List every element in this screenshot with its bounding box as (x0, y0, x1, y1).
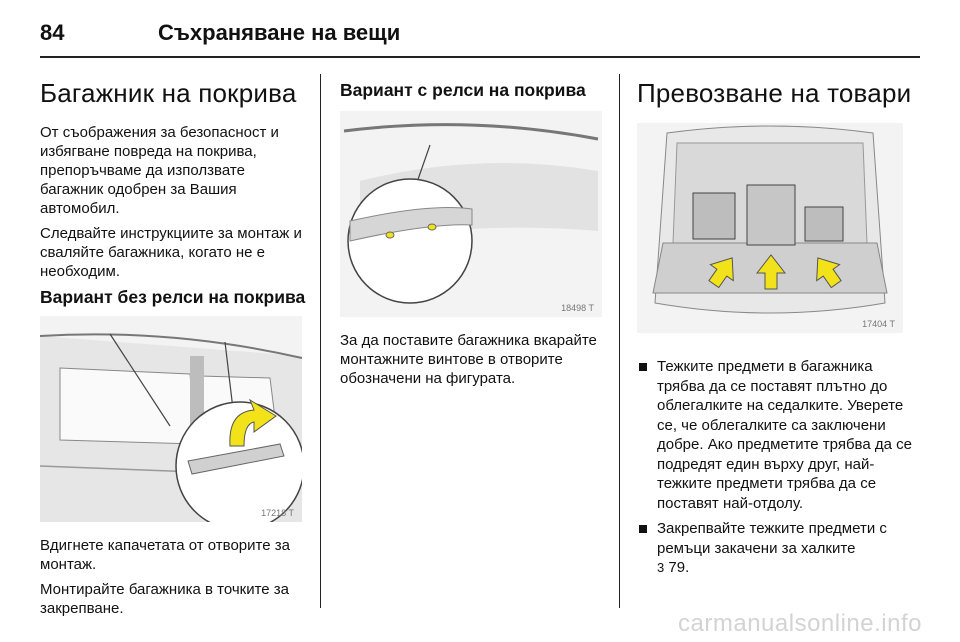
car-side-illustration (40, 316, 302, 522)
list-item (637, 519, 922, 578)
list-item-text: Тежките предмети в багажника трябва да се поставят плътно до облегалките на седалките. Уверете се, че облегалките са заключени добре. Ако предметите трябва да се подредят един върху друг, най-тежките предмети трябва да се поставят най-отдолу. (657, 358, 912, 512)
section-title-cargo: Превозване на товари (637, 78, 912, 108)
roof-rail-illustration (340, 111, 602, 317)
square-bullet-icon (639, 363, 647, 371)
square-bullet-icon (639, 525, 647, 533)
mount-rack-paragraph: Монтирайте багажника в точките за закрепване. (40, 581, 290, 617)
figure-code: 18498 T (561, 303, 594, 313)
column-roof-rack (40, 68, 310, 624)
lift-caps-paragraph: Вдигнете капачетата от отворите за монтаж. (40, 537, 290, 573)
figure-code: 17218 T (261, 508, 294, 518)
intro-paragraph: От съображения за безопасност и избягване повреда на покрива, препоръчваме да използвате багажник одобрен за Вашия автомобил. (40, 124, 279, 217)
instructions-paragraph: Следвайте инструкциите за монтаж и сваляйте багажника, когато не е необходим. (40, 225, 302, 280)
figure-code: 17404 T (862, 319, 895, 329)
cargo-tips-list (637, 357, 922, 578)
chapter-title: Съхраняване на вещи (158, 20, 401, 45)
trunk-illustration (637, 123, 903, 333)
column-divider-1 (320, 74, 321, 608)
header-rule (40, 56, 920, 58)
subheading-with-rails: Вариант с релси на покрива (340, 80, 586, 100)
install-screws-paragraph: За да поставите багажника вкарайте монтажните винтове в отворите обозначени на фигурата. (340, 332, 597, 387)
column-with-rails (340, 68, 610, 394)
subheading-without-rails: Вариант без релси на покрива (40, 287, 306, 307)
figure-roof-with-rails (340, 111, 602, 317)
list-item-text: Закрепвайте тежките предмети с ремъци закачени за халките (657, 520, 887, 557)
page-number: 84 (40, 20, 65, 45)
watermark: carmanualsonline.info (678, 610, 922, 637)
figure-roof-without-rails (40, 316, 302, 522)
page-reference-icon: 3 (657, 560, 665, 575)
page-header (40, 14, 920, 50)
list-item (637, 357, 922, 513)
column-cargo (637, 68, 922, 584)
page-reference-link[interactable]: 79. (668, 559, 690, 576)
section-title-roof-rack: Багажник на покрива (40, 78, 297, 108)
figure-cargo-loading (637, 123, 903, 333)
column-divider-2 (619, 74, 620, 608)
